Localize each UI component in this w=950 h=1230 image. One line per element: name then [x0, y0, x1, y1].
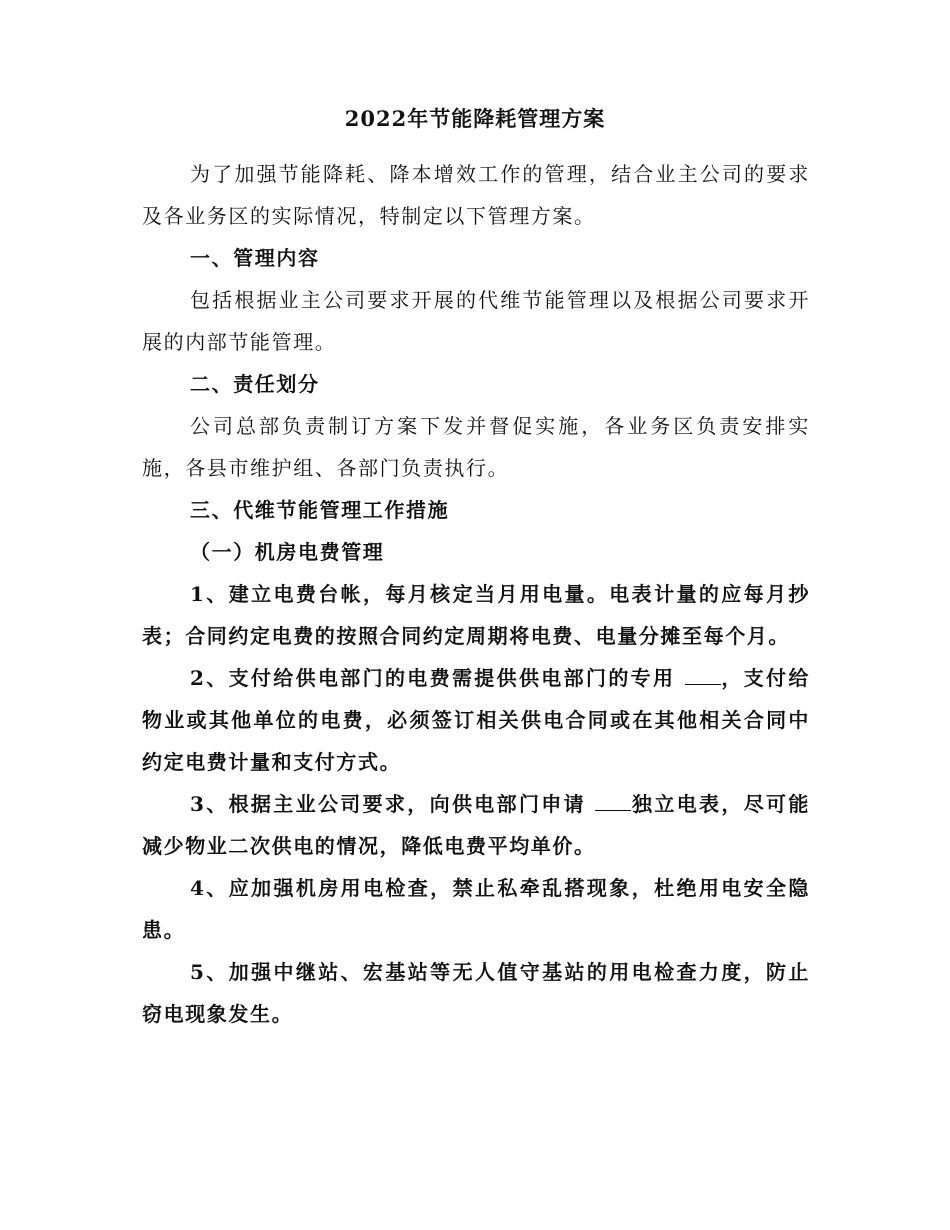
section3-heading: 三、代维节能管理工作措施 — [190, 498, 450, 522]
section1-heading: 一、管理内容 — [190, 246, 320, 270]
item-3-text-b: 独立电表，尽可能减少物业二次供电的情况，降低电费平均单价。 — [142, 792, 810, 858]
item-4-paragraph: 4、应加强机房用电检查，禁止私牵乱搭现象，杜绝用电安全隐患。 — [142, 876, 810, 942]
item-3-text-a: 3、根据主业公司要求，向供电部门申请 — [190, 792, 596, 816]
document-title: 2022年节能降耗管理方案 — [344, 106, 606, 131]
item-3-paragraph — [142, 783, 810, 867]
item-2-text-b: ，支付给物业或其他单位的电费，必须签订相关供电合同或在其他相关合同中约定电费计量和支付方式。 — [142, 666, 810, 774]
section2-heading: 二、责任划分 — [190, 372, 320, 396]
item-5-paragraph: 5、加强中继站、宏基站等无人值守基站的用电检查力度，防止窃电现象发生。 — [142, 960, 810, 1026]
item-1-paragraph: 1、建立电费台帐，每月核定当月用电量。电表计量的应每月抄表；合同约定电费的按照合同约定周期将电费、电量分摊至每个月。 — [142, 582, 810, 648]
item-3-blank — [595, 810, 631, 811]
intro-paragraph: 为了加强节能降耗、降本增效工作的管理，结合业主公司的要求及各业务区的实际情况，特制定以下管理方案。 — [142, 162, 810, 228]
item-2-paragraph — [142, 657, 810, 783]
subsection-heading: （一）机房电费管理 — [190, 540, 385, 564]
section2-paragraph: 公司总部负责制订方案下发并督促实施，各业务区负责安排实施，各县市维护组、各部门负责执行。 — [142, 414, 810, 480]
item-2-blank — [685, 684, 721, 685]
section1-paragraph: 包括根据业主公司要求开展的代维节能管理以及根据公司要求开展的内部节能管理。 — [142, 288, 810, 354]
document-body — [142, 153, 810, 1035]
item-2-text-a: 2、支付给供电部门的电费需提供供电部门的专用 — [190, 666, 685, 690]
